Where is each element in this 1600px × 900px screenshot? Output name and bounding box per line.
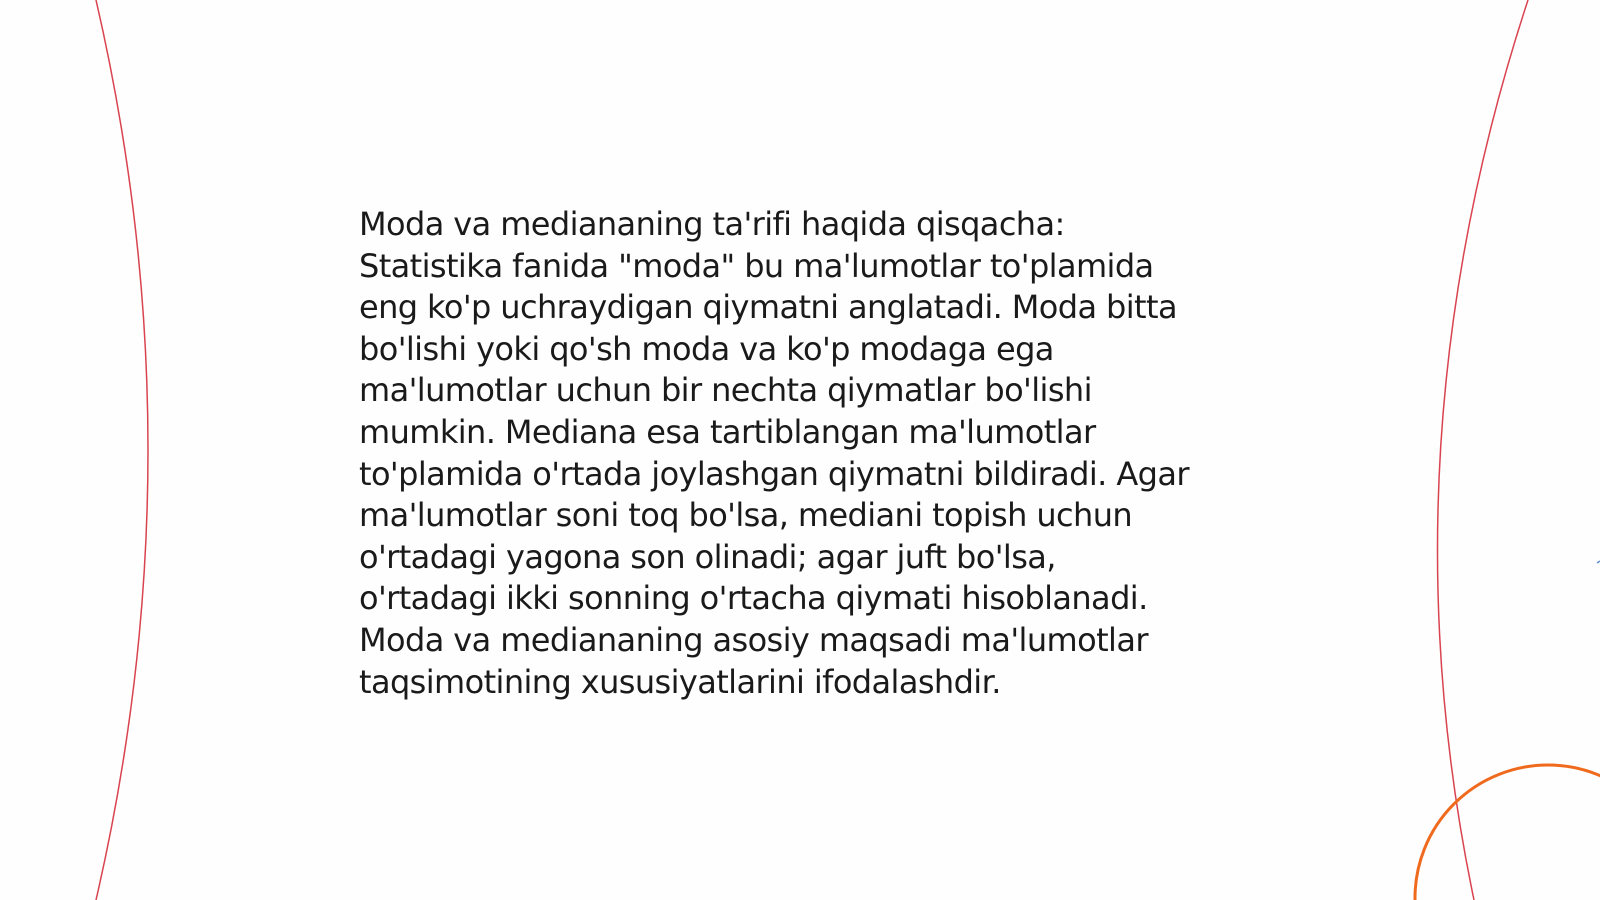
text-line: o'rtadagi ikki sonning o'rtacha qiymati hisoblanadi.	[359, 579, 1148, 618]
text-line: mumkin. Mediana esa tartiblangan ma'lumotlar	[359, 412, 1096, 451]
text-line: Moda va mediananing asosiy maqsadi ma'lumotlar	[359, 620, 1148, 659]
text-line: eng ko'p uchraydigan qiymatni anglatadi. Moda bitta	[359, 288, 1177, 327]
text-line: bo'lishi yoki qo'sh moda va ko'p modaga ega	[359, 329, 1054, 368]
text-line: o'rtadagi yagona son olinadi; agar juft bo'lsa,	[359, 537, 1056, 576]
orange-circle-outline	[1415, 765, 1600, 900]
text-line: Moda va mediananing ta'rifi haqida qisqacha:	[359, 205, 1065, 243]
left-arc-line	[96, 0, 148, 900]
text-line: ma'lumotlar uchun bir nechta qiymatlar bo'lishi	[359, 371, 1092, 410]
slide-body-text	[359, 204, 1239, 703]
text-line: Statistika fanida "moda" bu ma'lumotlar to'plamida	[359, 246, 1154, 285]
text-line: ma'lumotlar soni toq bo'lsa, mediani topish uchun	[359, 496, 1133, 535]
text-line: taqsimotining xususiyatlarini ifodalashdir.	[359, 662, 1001, 701]
right-arc-line	[1437, 0, 1528, 900]
text-line: to'plamida o'rtada joylashgan qiymatni bildiradi. Agar	[359, 454, 1189, 493]
